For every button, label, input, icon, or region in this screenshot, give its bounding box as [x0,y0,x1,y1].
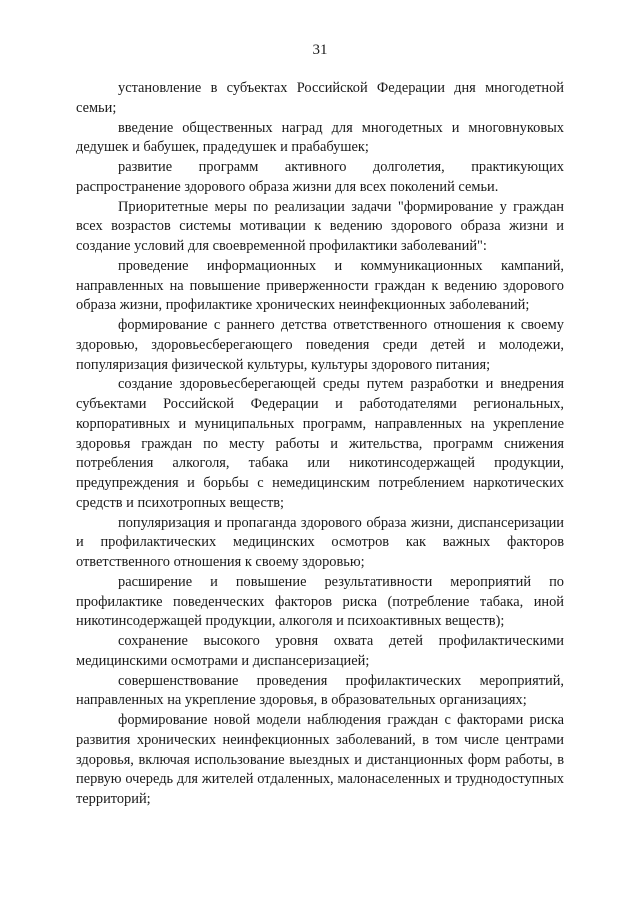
paragraph: совершенствование проведения профилактических мероприятий, направленных на укрепление здоровья, в образовательных организациях; [76,672,564,709]
paragraph: создание здоровьесберегающей среды путем разработки и внедрения субъектами Российской Федерации и работодателями региональных, корпоративных и муниципальных программ, направленных на укрепление здоровья граждан по месту работы и жительства, программ снижения потребления алкоголя, табака или никотинсодержащей продукции, предупреждения и борьбы с немедицинским потреблением наркотических средств и психотропных веществ; [76,376,564,511]
paragraph: формирование с раннего детства ответственного отношения к своему здоровью, здоровьесберегающего поведения среди детей и молодежи, популяризация физической культуры, культуры здорового питания; [76,317,564,373]
paragraph: сохранение высокого уровня охвата детей профилактическими медицинскими осмотрами и диспансеризацией; [76,633,564,669]
paragraph: популяризация и пропаганда здорового образа жизни, диспансеризации и профилактических медицинских осмотров как важных факторов ответственного отношения к своему здоровью; [76,514,564,570]
document-body [76,79,564,810]
page-number: 31 [312,42,328,58]
paragraph: развитие программ активного долголетия, практикующих распространение здорового образа жизни для всех поколений семьи. [76,159,564,195]
paragraph: введение общественных наград для многодетных и многовнуковых дедушек и бабушек, прадедушек и прабабушек; [76,119,564,156]
paragraph: Приоритетные меры по реализации задачи "формирование у граждан всех возрастов системы мотивации к ведению здорового образа жизни и создание условий для своевременной профилактики заболеваний": [76,198,564,254]
paragraph: расширение и повышение результативности мероприятий по профилактике поведенческих факторов риска (потребление табака, иной никотинсодержащей продукции, алкоголя и психоактивных веществ); [76,573,564,630]
paragraph: установление в субъектах Российской Федерации дня многодетной семьи; [76,80,564,116]
paragraph: формирование новой модели наблюдения граждан с факторами риска развития хронических неинфекционных заболеваний, в том числе центрами здоровья, включая использование выездных и дистанционных форм работы, в первую очередь для жителей отдаленных, малонаселенных и труднодоступных территорий; [76,712,564,807]
paragraph: проведение информационных и коммуникационных кампаний, направленных на повышение приверженности граждан к ведению здорового образа жизни, профилактике хронических неинфекционных заболеваний; [76,257,564,314]
